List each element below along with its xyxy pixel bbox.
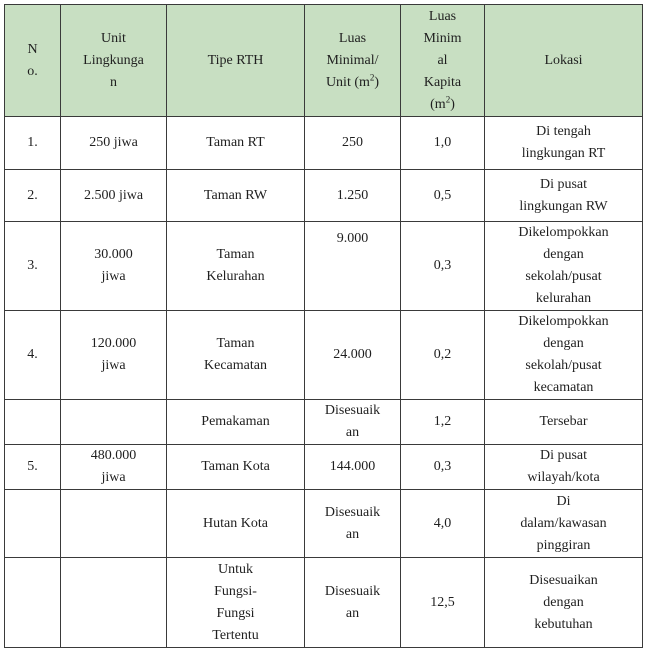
cell-luas-kapita: 0,2 xyxy=(401,311,485,400)
cell-luas-unit: 24.000 xyxy=(305,311,401,400)
table-row xyxy=(5,311,643,400)
table-row xyxy=(5,400,643,445)
cell-lokasi: Di dalam/kawasan pinggiran xyxy=(485,490,643,558)
cell-no: 2. xyxy=(5,170,61,222)
cell-unit: 120.000 jiwa xyxy=(61,311,167,400)
cell-lokasi: Tersebar xyxy=(485,400,643,445)
table-row xyxy=(5,490,643,558)
cell-unit: 30.000 jiwa xyxy=(61,222,167,311)
cell-unit xyxy=(61,400,167,445)
cell-unit xyxy=(61,558,167,648)
cell-unit: 480.000 jiwa xyxy=(61,445,167,490)
cell-luas-kapita: 4,0 xyxy=(401,490,485,558)
cell-luas-unit: 144.000 xyxy=(305,445,401,490)
cell-luas-unit: 1.250 xyxy=(305,170,401,222)
cell-luas-kapita: 0,5 xyxy=(401,170,485,222)
cell-luas-unit: 9.000 xyxy=(305,222,401,311)
table-row xyxy=(5,117,643,170)
table-header-row xyxy=(5,5,643,117)
cell-luas-kapita: 12,5 xyxy=(401,558,485,648)
cell-no: 3. xyxy=(5,222,61,311)
cell-luas-unit: Disesuaik an xyxy=(305,490,401,558)
cell-unit xyxy=(61,490,167,558)
header-lokasi: Lokasi xyxy=(485,5,643,117)
cell-lokasi: Dikelompokkan dengan sekolah/pusat kelurahan xyxy=(485,222,643,311)
cell-lokasi: Di tengah lingkungan RT xyxy=(485,117,643,170)
cell-lokasi: Disesuaikan dengan kebutuhan xyxy=(485,558,643,648)
cell-lokasi: Di pusat lingkungan RW xyxy=(485,170,643,222)
table-row xyxy=(5,222,643,311)
rth-standards-table xyxy=(4,4,643,648)
cell-no: 1. xyxy=(5,117,61,170)
cell-no: 5. xyxy=(5,445,61,490)
cell-tipe: Taman RW xyxy=(167,170,305,222)
table-row xyxy=(5,170,643,222)
cell-luas-kapita: 0,3 xyxy=(401,445,485,490)
cell-no xyxy=(5,558,61,648)
cell-luas-kapita: 1,2 xyxy=(401,400,485,445)
cell-luas-kapita: 0,3 xyxy=(401,222,485,311)
cell-no: 4. xyxy=(5,311,61,400)
cell-luas-kapita: 1,0 xyxy=(401,117,485,170)
cell-tipe: Hutan Kota xyxy=(167,490,305,558)
cell-no xyxy=(5,490,61,558)
cell-no xyxy=(5,400,61,445)
cell-tipe: Pemakaman xyxy=(167,400,305,445)
cell-tipe: Taman Kecamatan xyxy=(167,311,305,400)
header-tipe-rth: Tipe RTH xyxy=(167,5,305,117)
table-row xyxy=(5,558,643,648)
cell-unit: 250 jiwa xyxy=(61,117,167,170)
cell-tipe: Taman Kelurahan xyxy=(167,222,305,311)
cell-luas-unit: 250 xyxy=(305,117,401,170)
header-luas-minimal-unit: Luas Minimal/ Unit $(m^2)$ xyxy=(305,5,401,117)
cell-unit: 2.500 jiwa xyxy=(61,170,167,222)
header-unit-lingkungan: Unit Lingkunga n xyxy=(61,5,167,117)
cell-tipe: Taman Kota xyxy=(167,445,305,490)
cell-lokasi: Di pusat wilayah/kota xyxy=(485,445,643,490)
header-luas-minimal-kapita: Luas Minim al Kapita $(m^2)$ xyxy=(401,5,485,117)
cell-luas-unit: Disesuaik an xyxy=(305,400,401,445)
cell-luas-unit: Disesuaik an xyxy=(305,558,401,648)
cell-tipe: Untuk Fungsi- Fungsi Tertentu xyxy=(167,558,305,648)
table-row xyxy=(5,445,643,490)
cell-tipe: Taman RT xyxy=(167,117,305,170)
header-no: N o. xyxy=(5,5,61,117)
cell-lokasi: Dikelompokkan dengan sekolah/pusat kecamatan xyxy=(485,311,643,400)
